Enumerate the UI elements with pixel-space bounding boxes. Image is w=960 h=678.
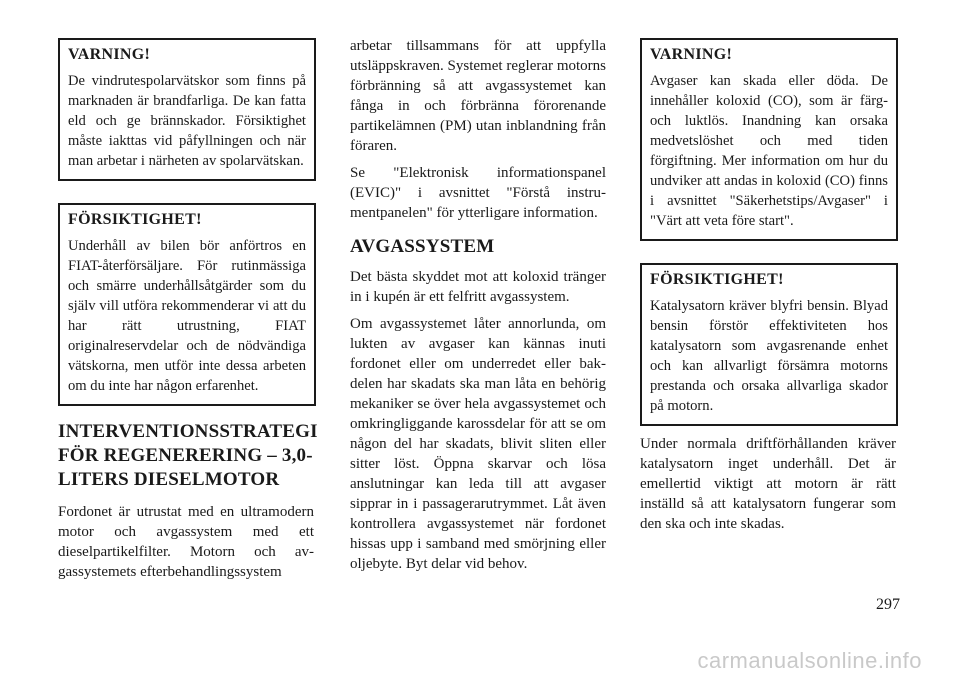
page-number: 297	[876, 596, 900, 613]
warning-title: VARNING!	[68, 46, 151, 63]
paragraph: arbetar tillsammans för att uppfylla utsläppskraven. Systemet reglerar motorns förbränning så att avgassystemet kan fånga in och förbränna förorenande partikelämnen (PM) utan inblandning från föraren.	[350, 38, 606, 154]
paragraph: Fordonet är utrustat med en ultramodern motor och avgassystem med ett dieselpartikelfilter. Motorn och avgassystemets efterbehandlingssystem	[58, 504, 314, 580]
warning-box	[640, 38, 898, 241]
warning-text: Avgaser kan skada eller döda. De innehåller koloxid (CO), som är färg- och luktlös. Inandning kan orsaka medvetslöshet och med tiden förgiftning. Mer information om hur du undviker att andas in koloxid (CO) finns i avsnittet "Säkerhetstips/Avgaser" i "Värt att veta före start".	[650, 73, 888, 229]
paragraph: Om avgassystemet låter annorlunda, om lukten av avgaser kan kännas inuti fordonet eller om underredet eller bakdelen har skadats ska man låta en behörig mekaniker se över hela avgassystemet och omkringliggande karossdelar för att se om någon del har skadats, blivit sliten eller sitter löst. Öppna skarvar och lösa anslutningar kan leda till att avgaser sipprar in i passagerarutrymmet. Låt även kontrollera avgassystemet när fordonet hissas upp i samband med smörjning eller oljebyte. Byt delar vid behov.	[350, 316, 606, 572]
warning-box	[58, 38, 316, 181]
section-heading-exhaust: AVGASSYSTEM	[350, 236, 495, 257]
paragraph: Under normala driftförhållanden kräver katalysatorn inget underhåll. Det är emellertid viktigt att motorn är rätt inställd så att katalysatorn fungerar som den ska och inte skadas.	[640, 436, 896, 532]
body-text	[640, 434, 896, 534]
body-text	[58, 502, 314, 582]
warning-text: De vindrutespolarvätskor som finns på marknaden är brandfarliga. De kan fatta eld och ge brännskador. Försiktighet måste iakttas vid påfyllningen och när man arbetar i närheten av spolarvätskan.	[68, 73, 306, 169]
column-left	[58, 38, 318, 582]
paragraph: Det bästa skyddet mot att koloxid tränger in i kupén är ett felfritt avgassystem.	[350, 269, 606, 305]
caution-title: FÖRSIKTIGHET!	[650, 271, 784, 288]
caution-title: FÖRSIKTIGHET!	[68, 211, 202, 228]
column-middle	[350, 36, 606, 574]
column-right	[640, 38, 896, 534]
caution-text: Katalysatorn kräver blyfri bensin. Blyad bensin förstör effektiviteten hos katalysatorn som avgasrenande enhet och kan allvarligt försämra motorns prestanda och orsaka allvarliga skador på motorn.	[650, 298, 888, 414]
warning-title: VARNING!	[650, 46, 733, 63]
section-heading-regeneration: INTERVENTIONSSTRATEGI FÖR REGENERERING – 3,0-LITERS DIESELMOTOR	[58, 421, 318, 490]
paragraph: Se "Elektronisk informationspanel (EVIC)" i avsnittet "Förstå instrumentpanelen" för ytterligare information.	[350, 165, 606, 221]
watermark: carmanualsonline.info	[697, 648, 922, 673]
caution-text: Underhåll av bilen bör anförtros en FIAT-återförsäljare. För rutinmässiga och smärre underhållsåtgärder som du själv vill utföra rekommenderar vi att du har rätt utrustning, FIAT originalreservdelar och de nödvändiga vätskorna, men utför inte dessa arbeten om du inte har någon erfarenhet.	[68, 238, 306, 394]
caution-box	[58, 203, 316, 406]
spacer	[640, 241, 896, 263]
spacer	[58, 181, 314, 203]
caution-box	[640, 263, 898, 426]
